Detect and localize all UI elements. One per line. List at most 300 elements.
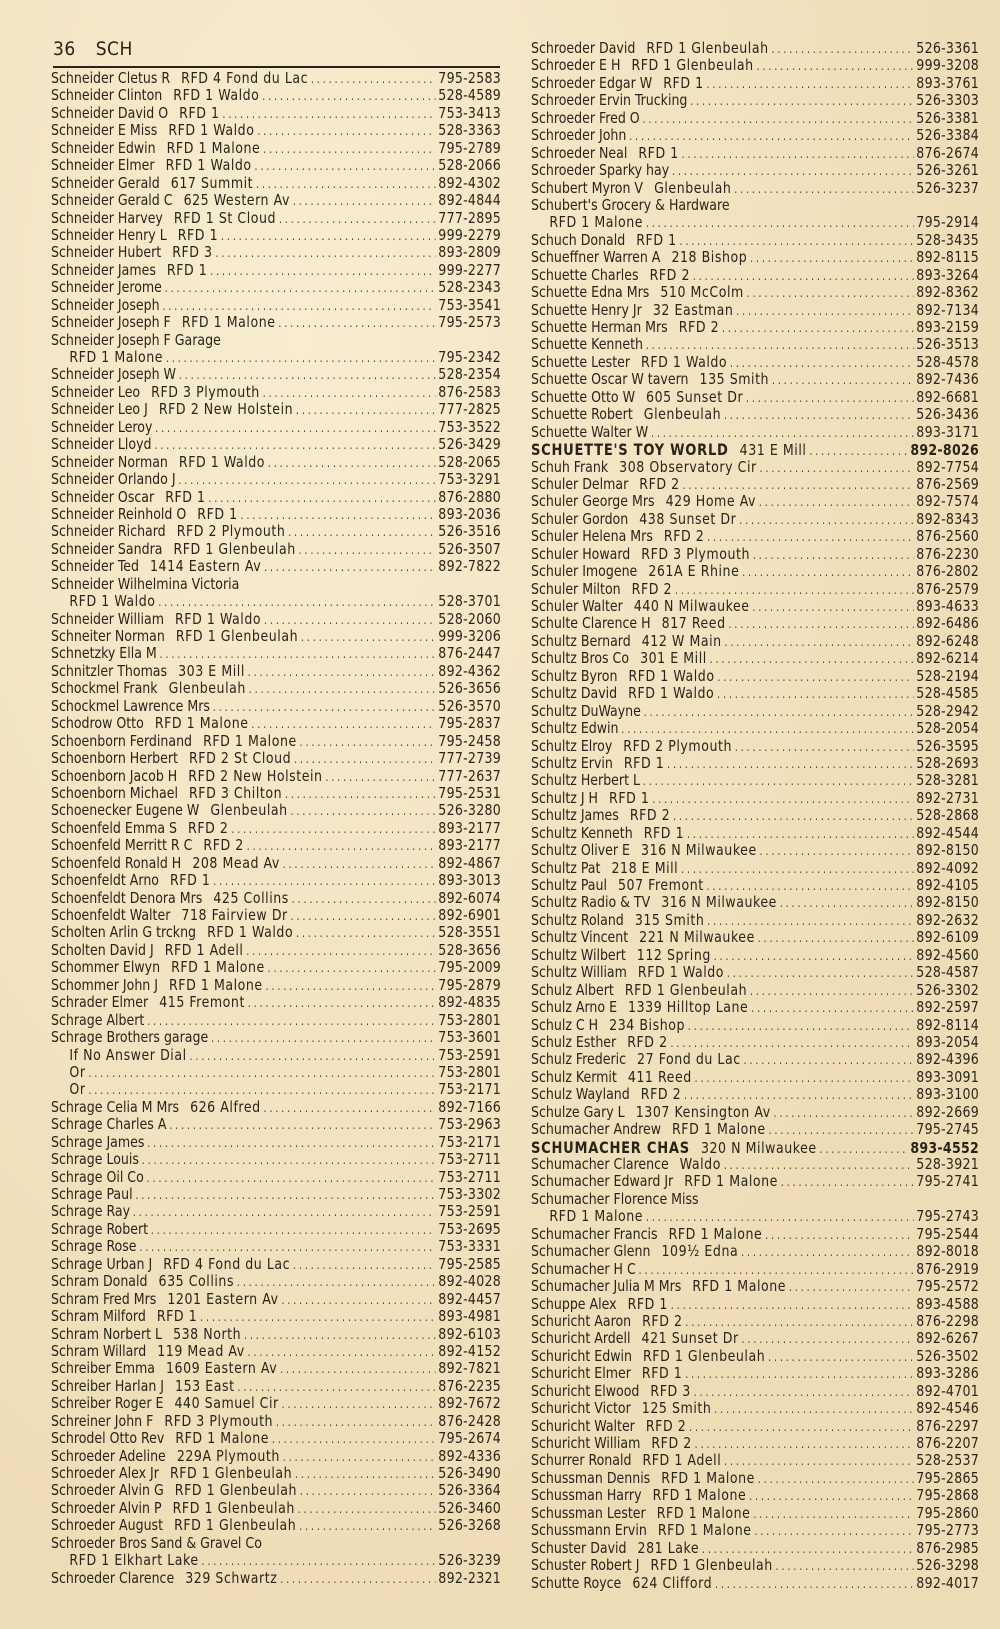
right-column bbox=[531, 40, 979, 1592]
leader-dots bbox=[717, 669, 913, 686]
listing-entry bbox=[51, 366, 501, 383]
listing-address: RFD 2 bbox=[642, 1311, 683, 1330]
listing-phone: 892-6681 bbox=[916, 387, 980, 406]
listing-phone: 892-4867 bbox=[438, 853, 502, 872]
listing-entry bbox=[51, 663, 501, 680]
listing-name: Schneider Gerald bbox=[51, 173, 160, 192]
listing-phone: 528-3551 bbox=[438, 923, 502, 942]
listing-entry bbox=[531, 1400, 979, 1417]
listing-address: 438 Sunset Dr bbox=[639, 509, 737, 528]
leader-dots bbox=[135, 1187, 435, 1204]
leader-dots bbox=[673, 808, 914, 825]
listing-entry bbox=[51, 227, 501, 244]
listing-entry bbox=[51, 733, 501, 750]
listing-address: 1201 Eastern Av bbox=[167, 1289, 279, 1308]
listing-phone: 795-2544 bbox=[916, 1224, 980, 1243]
listing-address: RFD 1 Waldo bbox=[175, 609, 262, 628]
listing-entry bbox=[531, 476, 979, 493]
listing-phone: 892-4844 bbox=[438, 191, 502, 210]
listing-name: Schoenborn Ferdinand bbox=[51, 731, 193, 750]
listing-entry bbox=[51, 907, 501, 924]
leader-dots bbox=[706, 76, 913, 93]
listing-address: RFD 1 Waldo bbox=[628, 684, 715, 703]
listing-name: Schultz Kenneth bbox=[531, 823, 633, 842]
listing-address: Glenbeulah bbox=[210, 801, 288, 820]
listing-address: RFD 1 bbox=[643, 823, 685, 842]
listing-name: Schrage Urban J bbox=[51, 1254, 153, 1273]
listing-phone: 893-3013 bbox=[438, 871, 502, 890]
listing-name: Scholten Arlin G trckng bbox=[51, 923, 197, 942]
listing-entry bbox=[531, 92, 979, 109]
section-label: SCH bbox=[95, 38, 133, 60]
listing-entry bbox=[51, 349, 501, 366]
listing-entry bbox=[531, 790, 979, 807]
listing-entry bbox=[531, 1348, 979, 1365]
leader-dots bbox=[249, 681, 436, 698]
listing-phone: 526-3507 bbox=[438, 539, 502, 558]
listing-phone: 892-8150 bbox=[916, 893, 980, 912]
listing-name: Schoenfeld Merritt R C bbox=[51, 836, 193, 855]
listing-phone: 892-2597 bbox=[916, 998, 980, 1017]
listing-phone: 777-2637 bbox=[438, 766, 502, 785]
listing-phone: 876-2428 bbox=[438, 1411, 502, 1430]
listing-entry bbox=[51, 384, 501, 401]
listing-address: RFD 1 Malone bbox=[656, 1503, 751, 1522]
listing-phone: 892-4362 bbox=[438, 661, 502, 680]
listing-phone: 892-4701 bbox=[916, 1381, 980, 1400]
listing-name: Schuette Henry Jr bbox=[531, 300, 642, 319]
listing-address: 320 N Milwaukee bbox=[700, 1138, 817, 1157]
listing-entry bbox=[51, 1203, 501, 1220]
leader-dots bbox=[750, 983, 914, 1000]
listing-phone: 526-3436 bbox=[916, 405, 980, 424]
listing-phone: 795-2674 bbox=[438, 1429, 502, 1448]
listing-phone: 528-2194 bbox=[916, 666, 980, 685]
listing-entry bbox=[51, 1326, 501, 1343]
listing-name: Schuh Frank bbox=[531, 457, 609, 476]
listing-entry bbox=[51, 506, 501, 523]
listing-entry bbox=[51, 611, 501, 628]
listing-entry bbox=[51, 1448, 501, 1465]
listing-name: Schneider Sandra bbox=[51, 539, 163, 558]
listing-address: RFD 3 Plymouth bbox=[641, 544, 750, 563]
listing-phone: 893-3761 bbox=[916, 73, 980, 92]
listing-entry bbox=[531, 1540, 979, 1557]
listing-address: RFD 1 Waldo bbox=[165, 156, 252, 175]
listing-address: RFD 2 bbox=[188, 818, 229, 837]
leader-dots bbox=[710, 651, 914, 668]
listing-address: 617 Summit bbox=[170, 173, 254, 192]
listing-name: Schneider Edwin bbox=[51, 138, 156, 157]
listing-name: Schuricht Edwin bbox=[531, 1346, 632, 1365]
listing-entry bbox=[531, 371, 979, 388]
listing-entry bbox=[531, 1557, 979, 1574]
listing-name: Schneider Joseph F Garage bbox=[51, 330, 221, 349]
listing-address: 119 Mead Av bbox=[157, 1341, 245, 1360]
listing-phone: 528-4587 bbox=[916, 963, 980, 982]
listing-address: 308 Observatory Cir bbox=[619, 457, 757, 476]
listing-address: 440 Samuel Cir bbox=[174, 1394, 279, 1413]
listing-entry bbox=[531, 145, 979, 162]
listing-entry bbox=[531, 563, 979, 580]
listing-phone: 892-4396 bbox=[916, 1050, 980, 1069]
listing-address: RFD 4 Fond du Lac bbox=[181, 69, 309, 87]
leader-dots bbox=[169, 1117, 435, 1134]
listing-phone: 526-3298 bbox=[916, 1556, 980, 1575]
listing-phone: 893-3264 bbox=[916, 265, 980, 284]
leader-dots bbox=[728, 616, 913, 633]
listing-name: Schuch Donald bbox=[531, 230, 626, 249]
listing-name: If No Answer Dial bbox=[69, 1045, 187, 1064]
listing-phone: 893-2054 bbox=[916, 1032, 980, 1051]
leader-dots bbox=[221, 228, 436, 245]
listing-name: Schuette Herman Mrs bbox=[531, 318, 668, 336]
listing-address: 1339 Hilltop Lane bbox=[628, 998, 749, 1017]
leader-dots bbox=[642, 111, 913, 128]
listing-address: 234 Bishop bbox=[609, 1015, 685, 1034]
listing-name: Schneider Oscar bbox=[51, 487, 155, 506]
page-header bbox=[53, 38, 500, 68]
listing-entry bbox=[51, 1221, 501, 1238]
listing-phone: 795-2458 bbox=[438, 731, 502, 750]
listing-address: RFD 1 Malone bbox=[166, 138, 261, 157]
listing-name: Schultz Roland bbox=[531, 910, 624, 929]
leader-dots bbox=[741, 1244, 914, 1261]
listing-name: Schultz James bbox=[531, 806, 619, 825]
listing-name: Schroeder David bbox=[531, 39, 636, 57]
listing-address: RFD 1 Malone bbox=[661, 1468, 755, 1487]
listing-entry bbox=[51, 541, 501, 558]
leader-dots bbox=[147, 1135, 435, 1152]
listing-name: Schultz Paul bbox=[531, 876, 607, 894]
listing-name: Schuler Howard bbox=[531, 544, 631, 563]
leader-dots bbox=[298, 1501, 436, 1518]
listing-address: 315 Smith bbox=[634, 910, 705, 929]
listing-entry bbox=[531, 354, 979, 371]
listing-address: RFD 2 Plymouth bbox=[176, 522, 286, 541]
listing-phone: 876-2919 bbox=[916, 1259, 980, 1278]
listing-phone: 876-2560 bbox=[916, 527, 980, 546]
listing-phone: 526-3502 bbox=[916, 1346, 980, 1365]
listing-address: 316 N Milwaukee bbox=[641, 841, 757, 860]
listing-phone: 795-2573 bbox=[438, 313, 502, 332]
listing-phone: 876-2569 bbox=[916, 474, 980, 493]
listing-name: Schuette Walter W bbox=[531, 422, 649, 441]
leader-dots bbox=[285, 786, 436, 803]
leader-dots bbox=[280, 1571, 435, 1588]
listing-address: 281 Lake bbox=[637, 1538, 700, 1557]
listing-entry bbox=[51, 994, 501, 1011]
listing-name: Schneider Joseph F bbox=[51, 313, 171, 332]
leader-dots bbox=[189, 1048, 435, 1065]
listing-entry bbox=[531, 511, 979, 528]
listing-name: Schuette Oscar W tavern bbox=[531, 370, 689, 389]
listing-name: Schultz Oliver E bbox=[531, 841, 631, 860]
leader-dots bbox=[781, 1174, 914, 1191]
leader-dots bbox=[88, 1065, 435, 1082]
listing-phone: 892-4835 bbox=[438, 993, 502, 1012]
listing-entry bbox=[531, 180, 979, 197]
listing-entry bbox=[531, 267, 979, 284]
leader-dots bbox=[264, 559, 436, 576]
leader-dots bbox=[296, 925, 436, 942]
listing-name: Schumacher Glenn bbox=[531, 1242, 651, 1261]
listing-entry bbox=[51, 192, 501, 209]
leader-dots bbox=[734, 181, 913, 198]
listing-phone: 528-3921 bbox=[916, 1155, 980, 1173]
leader-dots bbox=[215, 245, 435, 262]
listing-phone: 777-2895 bbox=[438, 208, 502, 227]
leader-dots bbox=[652, 791, 913, 808]
listing-phone: 526-3302 bbox=[916, 980, 980, 999]
listing-phone: 795-2837 bbox=[438, 714, 502, 733]
listing-name: Schuler Delmar bbox=[531, 474, 629, 493]
listing-phone: 795-2585 bbox=[438, 1254, 502, 1273]
listing-name: Schreiber Roger E bbox=[51, 1394, 164, 1413]
listing-entry bbox=[51, 837, 501, 854]
listing-entry bbox=[51, 785, 501, 802]
listing-entry bbox=[51, 1238, 501, 1255]
listing-entry bbox=[51, 1151, 501, 1168]
leader-dots bbox=[300, 1483, 436, 1500]
listing-entry bbox=[51, 820, 501, 837]
listing-name: Schoenecker Eugene W bbox=[51, 801, 200, 820]
listing-name: Schommer Elwyn bbox=[51, 958, 161, 977]
listing-name: Scholten David J bbox=[51, 940, 154, 959]
leader-dots bbox=[776, 1558, 914, 1575]
listing-name: Schneider David O bbox=[51, 103, 169, 122]
listing-entry bbox=[531, 877, 979, 894]
listing-address: RFD 3 bbox=[172, 243, 213, 262]
listing-phone: 753-3541 bbox=[438, 295, 502, 314]
listing-name: Schumacher Florence Miss bbox=[531, 1189, 699, 1208]
leader-dots bbox=[283, 1449, 436, 1466]
listing-entry bbox=[531, 842, 979, 859]
listing-phone: 528-3281 bbox=[916, 771, 980, 790]
listing-entry bbox=[531, 755, 979, 772]
listing-name: Schoenfeld Emma S bbox=[51, 818, 177, 837]
listing-address: RFD 1 Malone bbox=[692, 1277, 787, 1296]
listing-entry bbox=[51, 1552, 501, 1569]
listing-entry bbox=[51, 105, 501, 122]
listing-entry bbox=[51, 1413, 501, 1430]
listing-address: 507 Fremont bbox=[617, 876, 704, 894]
listing-name: Schuler George Mrs bbox=[531, 492, 655, 511]
leader-dots bbox=[248, 664, 436, 681]
listing-address: 421 Sunset Dr bbox=[641, 1329, 739, 1348]
listing-address: RFD 1 bbox=[197, 504, 238, 523]
listing-phone: 892-4546 bbox=[916, 1399, 980, 1418]
listing-entry bbox=[531, 1418, 979, 1435]
listing-address: 229A Plymouth bbox=[176, 1446, 280, 1465]
leader-dots bbox=[211, 1030, 436, 1047]
listing-name: Schuster Robert J bbox=[531, 1556, 640, 1575]
listing-entry bbox=[51, 1343, 501, 1360]
listing-entry bbox=[531, 738, 979, 755]
listing-name: Schroeder Alvin G bbox=[51, 1481, 164, 1500]
listing-address: RFD 1 Glenbeulah bbox=[175, 627, 299, 645]
listing-address: 415 Fremont bbox=[159, 993, 245, 1012]
listing-name: Schrage Celia M Mrs bbox=[51, 1097, 180, 1116]
listing-name: Schneider Joseph W bbox=[51, 365, 176, 384]
listing-name: Schultz Herbert L bbox=[531, 771, 641, 790]
listing-entry bbox=[531, 493, 979, 510]
listing-name: RFD 1 Malone bbox=[549, 213, 644, 232]
listing-phone: 795-2009 bbox=[438, 958, 502, 977]
leader-dots bbox=[265, 978, 435, 995]
listing-entry bbox=[51, 768, 501, 785]
listing-name: Schneider Reinhold O bbox=[51, 504, 187, 523]
leader-dots bbox=[741, 1331, 913, 1348]
listing-name: Schneider Jerome bbox=[51, 278, 162, 297]
listing-entry bbox=[51, 1535, 501, 1552]
listing-name: Schroeder Fred O bbox=[531, 108, 640, 127]
listing-entry bbox=[531, 284, 979, 301]
leader-dots bbox=[646, 215, 914, 232]
listing-entry bbox=[51, 977, 501, 994]
listing-entry bbox=[51, 140, 501, 157]
leader-dots bbox=[282, 1396, 436, 1413]
leader-dots bbox=[254, 158, 435, 175]
listing-name: Schuette Charles bbox=[531, 265, 639, 284]
listing-entry bbox=[51, 750, 501, 767]
listing-entry bbox=[531, 75, 979, 92]
listing-address: RFD 1 Waldo bbox=[628, 666, 715, 685]
listing-entry bbox=[51, 890, 501, 907]
listing-address: 411 Reed bbox=[627, 1067, 692, 1086]
listing-address: 218 E Mill bbox=[611, 858, 679, 877]
listing-phone: 528-4589 bbox=[438, 86, 502, 105]
listing-address: RFD 1 Malone bbox=[181, 313, 276, 332]
listing-address: 412 W Main bbox=[641, 631, 722, 650]
listing-name: Schuler Gordon bbox=[531, 509, 629, 528]
listing-name: Schneiter Norman bbox=[51, 627, 165, 645]
listing-address: 605 Sunset Dr bbox=[646, 387, 744, 406]
listing-entry bbox=[51, 210, 501, 227]
leader-dots bbox=[231, 821, 435, 838]
leader-dots bbox=[671, 1297, 914, 1314]
leader-dots bbox=[690, 93, 913, 110]
listing-name: Schram Milford bbox=[51, 1307, 146, 1326]
listing-address: 538 North bbox=[173, 1324, 242, 1343]
listing-phone: 892-4028 bbox=[438, 1272, 502, 1291]
listing-entry bbox=[531, 1156, 979, 1173]
leader-dots bbox=[178, 472, 435, 489]
listing-entry bbox=[531, 982, 979, 999]
listing-name: Schuler Milton bbox=[531, 579, 621, 598]
listing-phone: 526-3656 bbox=[438, 679, 502, 698]
listing-phone: 528-2065 bbox=[438, 452, 502, 471]
listing-address: RFD 2 Plymouth bbox=[623, 736, 732, 755]
listing-entry bbox=[531, 1365, 979, 1382]
listing-entry bbox=[531, 807, 979, 824]
listing-address: 625 Western Av bbox=[183, 191, 290, 210]
listing-name: Schuricht Elmer bbox=[531, 1364, 631, 1383]
leader-dots bbox=[300, 734, 436, 751]
listing-entry bbox=[531, 1121, 979, 1138]
listing-phone: 892-7436 bbox=[916, 370, 980, 389]
listing-phone: 753-3601 bbox=[438, 1028, 502, 1047]
leader-dots bbox=[299, 1518, 435, 1535]
left-column bbox=[51, 70, 501, 1587]
listing-address: RFD 3 bbox=[650, 1381, 691, 1400]
listing-entry bbox=[531, 703, 979, 720]
leader-dots bbox=[667, 756, 913, 773]
listing-entry bbox=[531, 1086, 979, 1103]
listing-phone: 893-4633 bbox=[916, 597, 980, 615]
listing-phone: 526-3516 bbox=[438, 522, 502, 541]
listing-address: RFD 1 Waldo bbox=[207, 923, 294, 942]
listing-phone: 892-7821 bbox=[438, 1359, 502, 1378]
listing-phone: 753-2591 bbox=[438, 1045, 502, 1064]
listing-address: 1609 Eastern Av bbox=[166, 1359, 278, 1378]
listing-name: Schuette Lester bbox=[531, 352, 631, 371]
listing-entry bbox=[531, 947, 979, 964]
listing-entry bbox=[531, 1452, 979, 1469]
listing-name: Schubert Myron V bbox=[531, 178, 644, 197]
page-number: 36 bbox=[53, 38, 76, 60]
listing-name: Schreiber Emma bbox=[51, 1359, 155, 1378]
listing-address: RFD 2 bbox=[640, 1085, 682, 1104]
listing-name: Schubert's Grocery & Hardware bbox=[531, 195, 730, 214]
listing-phone: 528-3656 bbox=[438, 940, 502, 959]
listing-address: 626 Alfred bbox=[190, 1097, 261, 1116]
listing-name: Schroeder John bbox=[531, 126, 627, 145]
listing-phone: 795-2914 bbox=[916, 213, 980, 232]
listing-entry bbox=[51, 1099, 501, 1116]
listing-name: Schneider Hubert bbox=[51, 243, 162, 262]
listing-entry bbox=[51, 297, 501, 314]
leader-dots bbox=[715, 1576, 914, 1593]
listing-phone: 528-2054 bbox=[916, 719, 980, 738]
listing-name: Schuette Robert bbox=[531, 405, 633, 424]
listing-phone: 528-2066 bbox=[438, 156, 502, 175]
listing-name: Schuricht Walter bbox=[531, 1416, 635, 1435]
listing-entry bbox=[51, 523, 501, 540]
listing-phone: 999-2279 bbox=[438, 225, 502, 244]
listing-phone: 876-2207 bbox=[916, 1434, 980, 1452]
listing-entry bbox=[531, 1208, 979, 1225]
listing-phone: 892-6214 bbox=[916, 649, 980, 668]
listing-name: Schneider Wilhelmina Victoria bbox=[51, 574, 240, 593]
leader-dots bbox=[210, 263, 435, 280]
listing-entry bbox=[51, 1465, 501, 1482]
listing-entry bbox=[531, 720, 979, 737]
leader-dots bbox=[752, 599, 913, 616]
leader-dots bbox=[263, 141, 435, 158]
leader-dots bbox=[722, 320, 914, 337]
listing-entry bbox=[531, 1278, 979, 1295]
listing-address: RFD 1 bbox=[663, 73, 704, 92]
listing-name: Schram Willard bbox=[51, 1341, 147, 1360]
listing-phone: 893-4588 bbox=[916, 1294, 980, 1313]
listing-phone: 528-3701 bbox=[438, 592, 502, 611]
listing-address: RFD 1 Glenbeulah bbox=[650, 1556, 773, 1575]
listing-address: RFD 2 New Holstein bbox=[188, 766, 323, 785]
listing-name: Schroeder E H bbox=[531, 56, 621, 75]
listing-address: RFD 2 bbox=[651, 1434, 692, 1452]
listing-name: Schuricht Elwood bbox=[531, 1381, 640, 1400]
leader-dots bbox=[727, 965, 914, 982]
listing-name: RFD 1 Malone bbox=[549, 1207, 644, 1226]
listing-name: Schuppe Alex bbox=[531, 1294, 617, 1313]
listing-name: SCHUMACHER CHAS bbox=[531, 1137, 690, 1157]
leader-dots bbox=[301, 629, 436, 646]
listing-address: 218 Bishop bbox=[671, 248, 748, 267]
leader-dots bbox=[768, 1349, 914, 1366]
listing-phone: 526-3237 bbox=[916, 178, 980, 197]
listing-address: 316 N Milwaukee bbox=[661, 893, 777, 912]
